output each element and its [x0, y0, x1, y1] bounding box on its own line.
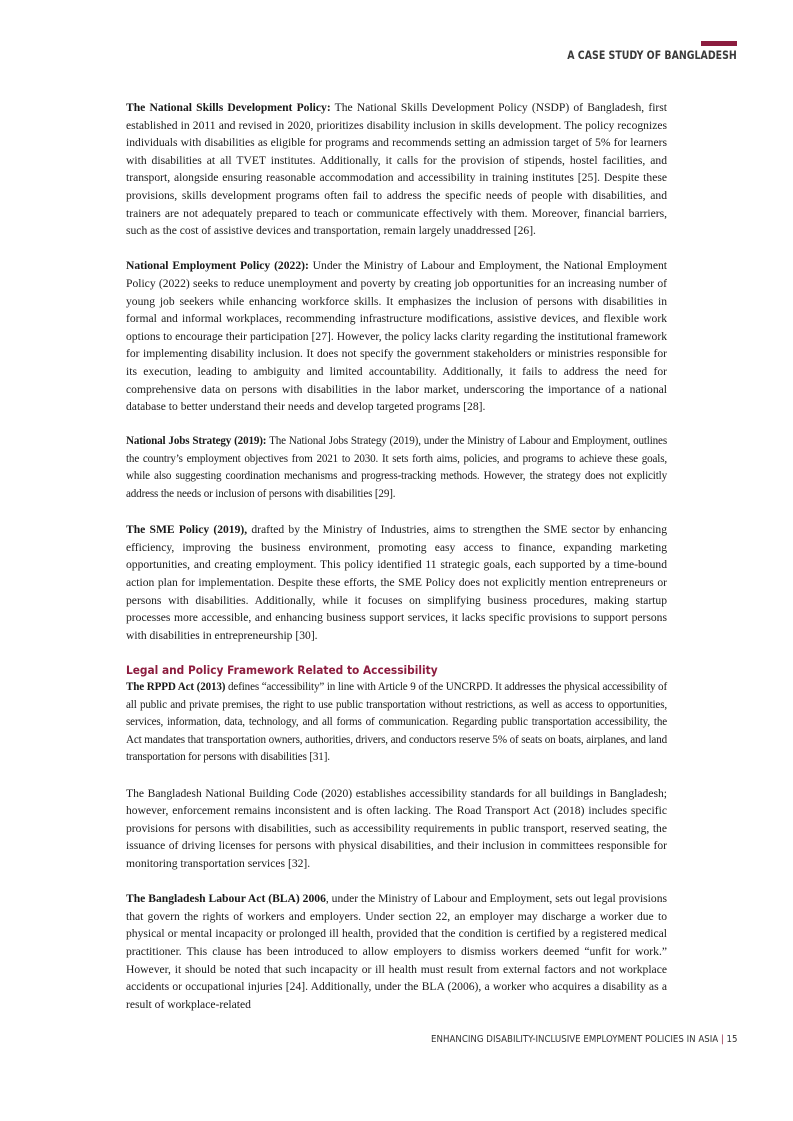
paragraph-body: The National Jobs Strategy (2019), under the Ministry of Labour and Employment, outlines the country’s employment objectives from 2021 to 2030. It sets forth aims, policies, and programs to achieve these goals, while also suggesting coordination mechanisms and progress-tracking methods. However, the strategy does not explicitly address the needs or inclusion of persons with disabilities [29].: [126, 435, 667, 501]
paragraph-body: The Bangladesh National Building Code (2020) establishes accessibility standards for all buildings in Bangladesh; however, enforcement remains inconsistent and is often lacking. The Road Transport Act (2018) includes specific provisions for persons with disabilities, such as accessibility requirements in public transport, reserved seating, the issuance of driving licenses for persons with physical disabilities, and their inclusion in committees responsible for monitoring transportation services [32].: [126, 786, 667, 870]
paragraph-lead: The National Skills Development Policy:: [126, 101, 331, 114]
section-heading-accessibility: Legal and Policy Framework Related to Accessibility: [126, 663, 438, 677]
paragraph-body: drafted by the Ministry of Industries, aims to strengthen the SME sector by enhancing efficiency, improving the business environment, promoting easy access to finance, expanding marketing opportunities, and creating employment. This policy identified 11 strategic goals, each supported by a time-bound action plan for implementation. Despite these efforts, the SME Policy does not explicitly mention entrepreneurs or persons with disabilities. Additionally, while it focuses on simplifying business procedures, making startup processes more accessible, and enhancing business support services, it lacks specific provisions to support persons with disabilities in entrepreneurship [30].: [126, 523, 668, 642]
paragraph-lead: The Bangladesh Labour Act (BLA) 2006: [126, 892, 326, 906]
paragraph-body: defines “accessibility” in line with Article 9 of the UNCRPD. It addresses the physical accessibility of all public and private premises, the right to use public transportation without restrictions, as well as access to opportunities, services, information, data, technology, and all forms of communication. Regarding public transportation accessibility, the Act mandates that transportation owners, authorities, drivers, and conductors reserve 5% of seats on boats, airplanes, and land transportation for persons with disabilities [31].: [126, 681, 667, 764]
paragraph-building-code: [126, 785, 667, 873]
paragraph-lead: The RPPD Act (2013): [126, 681, 226, 693]
paragraph-sme-policy: [126, 521, 667, 644]
paragraph-employment-policy: [126, 257, 667, 415]
running-header-title: A CASE STUDY OF BANGLADESH: [567, 48, 737, 62]
paragraph-lead: The SME Policy (2019),: [126, 523, 248, 537]
paragraph-body: The National Skills Development Policy (NSDP) of Bangladesh, first established in 2011 and revised in 2020, prioritizes disability inclusion in skills development. The policy recognizes individuals with disabilities as eligible for programs and recommends setting an admission target of 5% for learners with disabilities at all TVET institutes. Additionally, it calls for the provision of stipends, hostel facilities, and transport, alongside ensuring reasonable accommodation and accessibility in training institutes [25]. Despite these provisions, skills development programs often fail to address the specific needs of people with disabilities, and trainers are not adequately prepared to teach or communicate effectively with them. Moreover, financial barriers, such as the cost of assistive devices and transportation, remain largely unaddressed [26].: [126, 101, 668, 238]
paragraph-body: Under the Ministry of Labour and Employment, the National Employment Policy (2022) seeks to reduce unemployment and poverty by creating job opportunities for an increasing number of young job seekers while enhancing workforce skills. It emphasizes the inclusion of persons with disabilities in formal and informal workplaces, recommending infrastructure modifications, assistive devices, and flexible work options to encourage their participation [27]. However, the policy lacks clarity regarding the institutional framework for implementing disability inclusion. It does not specify the government stakeholders or ministries responsible for its execution, leading to ambiguity and limited accountability. Additionally, it fails to address the need for comprehensive data on persons with disabilities in the labor market, underscoring the importance of a national database to better understand their needs and develop targeted programs [28].: [126, 259, 667, 414]
paragraph-nsdp: [126, 99, 667, 240]
paragraph-body: , under the Ministry of Labour and Employment, sets out legal provisions that govern the rights of workers and employers. Under section 22, an employer may discharge a worker due to physical or mental incapacity or prolonged ill health, provided that the condition is certified by a registered medical practitioner. This clause has been introduced to allow employers to dismiss workers deemed “unfit for work.” However, it should be noted that such incapacity or ill health must result from external factors and not workplace accidents or occupational injuries [24]. Additionally, under the BLA (2006), a worker who acquires a disability as a result of workplace-related: [126, 892, 668, 1011]
paragraph-jobs-strategy: [126, 433, 667, 503]
page-footer: [431, 1034, 737, 1045]
paragraph-rppd-act: [126, 679, 667, 767]
paragraph-lead: National Employment Policy (2022):: [126, 259, 309, 273]
header-accent-bar: [701, 41, 737, 46]
main-content: [126, 99, 667, 1031]
paragraph-lead: National Jobs Strategy (2019):: [126, 435, 267, 448]
footer-separator: |: [720, 1034, 724, 1045]
footer-label: ENHANCING DISABILITY-INCLUSIVE EMPLOYMENT POLICIES IN ASIA: [430, 1034, 718, 1045]
page-number: 15: [726, 1034, 737, 1045]
paragraph-labour-act: [126, 890, 667, 1013]
